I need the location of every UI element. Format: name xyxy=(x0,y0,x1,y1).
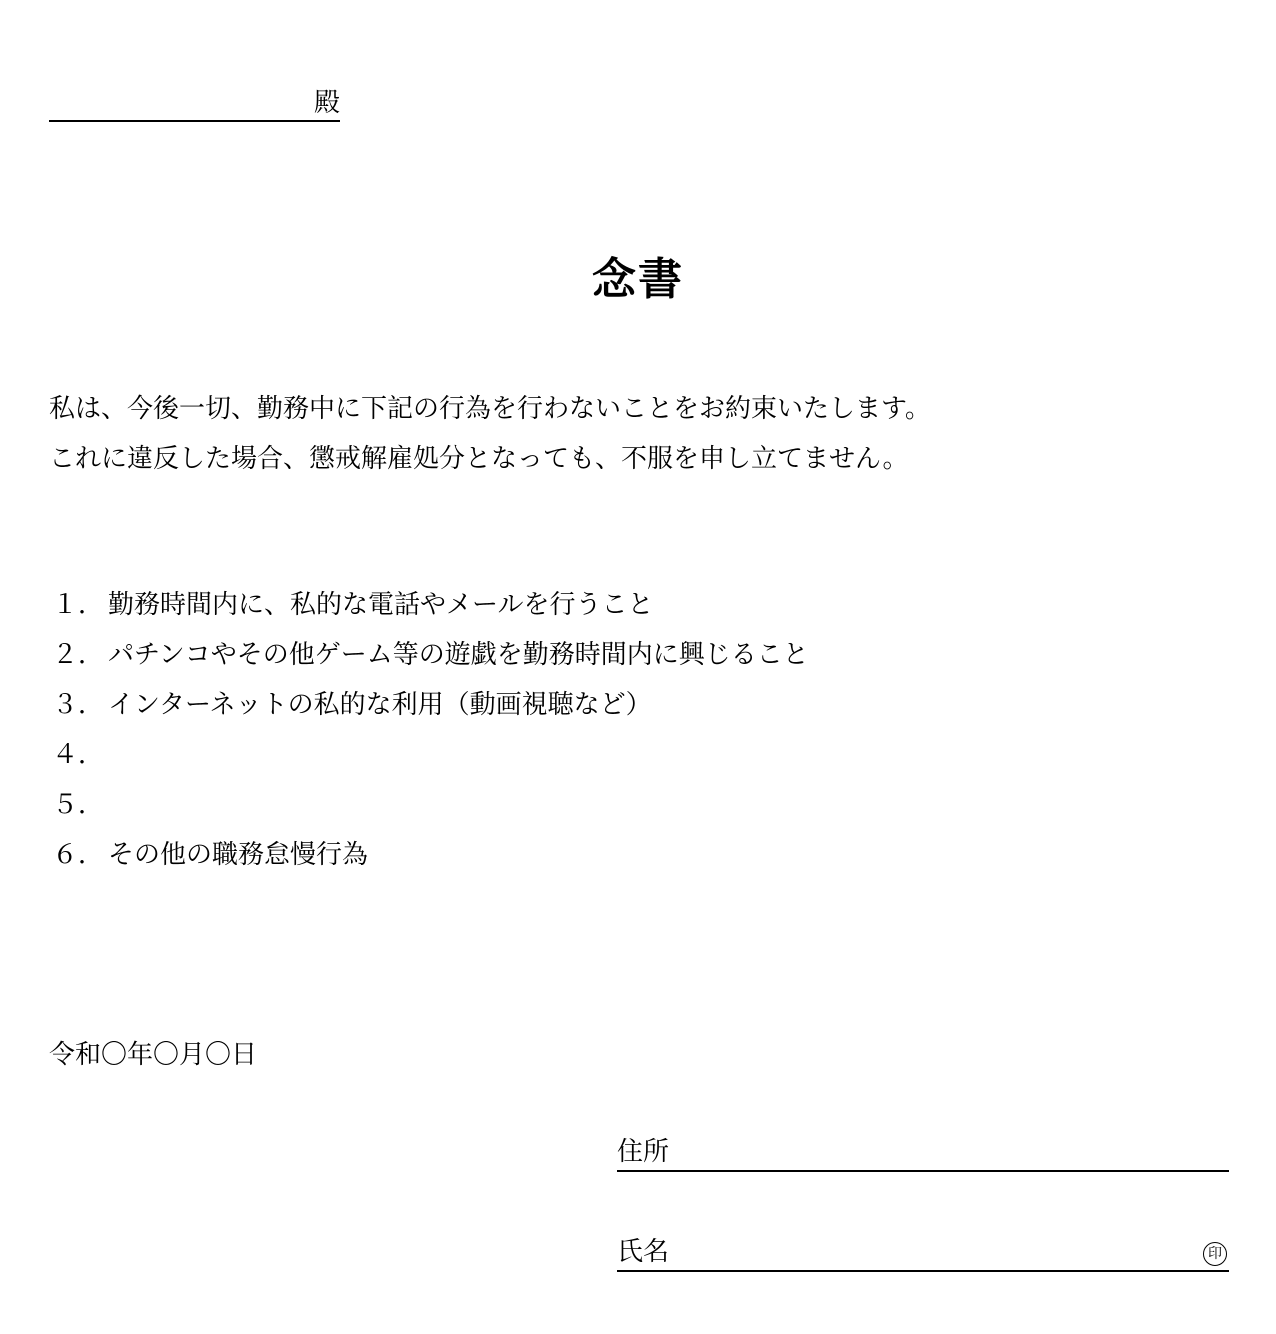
address-label: 住所 xyxy=(617,1137,670,1167)
addressee-field[interactable] xyxy=(49,86,340,122)
item-number: １． xyxy=(52,590,105,620)
item-number: ３． xyxy=(52,690,105,720)
list-item xyxy=(52,780,1052,830)
item-text: その他の職務怠慢行為 xyxy=(108,840,369,870)
addressee-honorific: 殿 xyxy=(313,88,340,118)
statement-paragraph xyxy=(49,384,1229,484)
list-item xyxy=(52,580,1052,630)
item-number: ２． xyxy=(52,640,105,670)
item-text: インターネットの私的な利用（動画視聴など） xyxy=(108,690,652,720)
seal-icon: 印 xyxy=(1203,1242,1227,1266)
item-number: ６． xyxy=(52,840,105,870)
address-field[interactable] xyxy=(617,1130,1229,1172)
statement-line: これに違反した場合、懲戒解雇処分となっても、不服を申し立てません。 xyxy=(49,444,909,474)
list-item xyxy=(52,830,1052,880)
prohibited-acts-list xyxy=(52,580,1052,880)
name-label: 氏名 xyxy=(617,1237,670,1267)
item-text: パチンコやその他ゲーム等の遊戯を勤務時間内に興じること xyxy=(108,640,809,670)
list-item xyxy=(52,730,1052,780)
item-number: ５． xyxy=(52,790,105,820)
item-text: 勤務時間内に、私的な電話やメールを行うこと xyxy=(108,590,654,620)
list-item xyxy=(52,680,1052,730)
item-number: ４． xyxy=(52,740,105,770)
statement-line: 私は、今後一切、勤務中に下記の行為を行わないことをお約束いたします。 xyxy=(49,394,931,424)
document-date: 令和〇年〇月〇日 xyxy=(49,1040,258,1070)
list-item xyxy=(52,630,1052,680)
name-field[interactable] xyxy=(617,1230,1229,1272)
document-title: 念書 xyxy=(592,254,684,305)
